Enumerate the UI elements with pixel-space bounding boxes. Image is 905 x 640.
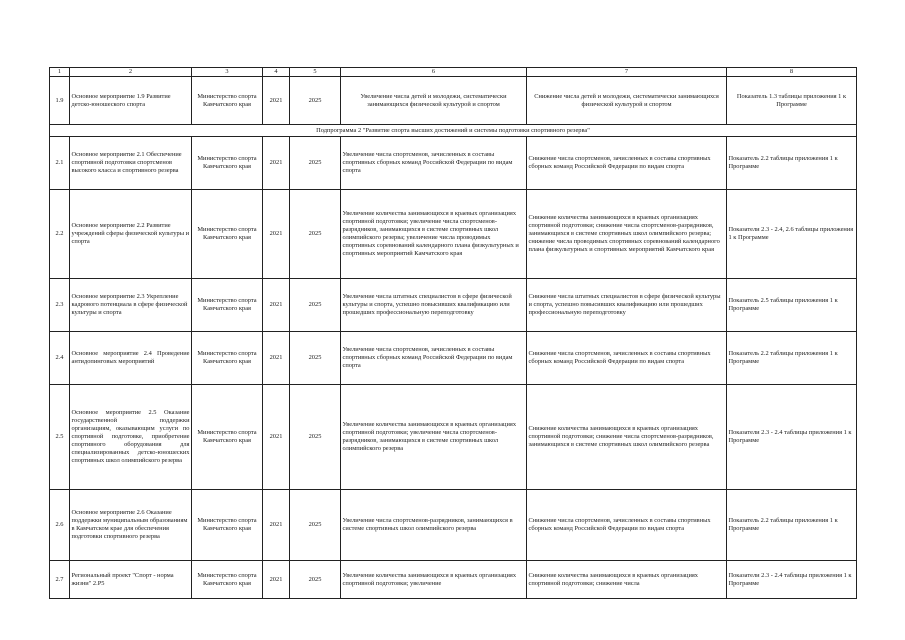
- executor: Министерство спорта Камчатского края: [192, 190, 263, 279]
- end-year: 2025: [290, 385, 341, 490]
- row-number: 2.3: [50, 279, 70, 332]
- event-name: Основное мероприятие 2.2 Развитие учреждений сферы физической культуры и спорта: [70, 190, 192, 279]
- start-year: 2021: [263, 332, 290, 385]
- expected-result: Увеличение числа спортсменов, зачисленных в составы спортивных сборных команд Российской Федерации по видам спорта: [341, 137, 527, 190]
- column-number: 8: [727, 68, 857, 77]
- event-name: Региональный проект "Спорт - норма жизни" 2.P5: [70, 561, 192, 599]
- expected-result: Увеличение количества занимающихся в краевых организациях спортивной подготовки; увеличение числа спортсменов-разрядников, занимающихся в системе спортивных школ олимпийского резерва; увеличение числа проводимых спортивных соревнований календарного плана физкультурных и спортивных мероприятий Камчатского края: [341, 190, 527, 279]
- event-name: Основное мероприятие 2.4 Проведение антидопинговых мероприятий: [70, 332, 192, 385]
- program-events-table: [49, 67, 857, 599]
- event-name: Основное мероприятие 2.6 Оказание поддержки муниципальным образованиям в Камчатском крае для обеспечения подготовки спортивного резерва: [70, 490, 192, 561]
- end-year: 2025: [290, 332, 341, 385]
- start-year: 2021: [263, 77, 290, 125]
- expected-result: Увеличение количества занимающихся в краевых организациях спортивной подготовки; увеличение: [341, 561, 527, 599]
- expected-result: Увеличение числа детей и молодежи, систематически занимающихся физической культурой и спортом: [341, 77, 527, 125]
- table-row: [50, 77, 857, 125]
- executor: Министерство спорта Камчатского края: [192, 490, 263, 561]
- non-implementation-consequence: Снижение числа штатных специалистов в сфере физической культуры и спорта, успешно повысивших квалификацию или прошедших профессиональную переподготовку: [527, 279, 727, 332]
- table-row: [50, 561, 857, 599]
- indicator-link: Показатель 2.2 таблицы приложения 1 к Программе: [727, 137, 857, 190]
- expected-result: Увеличение количества занимающихся в краевых организациях спортивной подготовки; увеличение числа спортсменов-разрядников, занимающихся в системе спортивных школ олимпийского резерва: [341, 385, 527, 490]
- end-year: 2025: [290, 490, 341, 561]
- column-number-row: [50, 68, 857, 77]
- executor: Министерство спорта Камчатского края: [192, 137, 263, 190]
- expected-result: Увеличение числа спортсменов-разрядников, занимающихся в системе спортивных школ олимпийского резерва: [341, 490, 527, 561]
- row-number: 2.1: [50, 137, 70, 190]
- non-implementation-consequence: Снижение количества занимающихся в краевых организациях спортивной подготовки; снижение числа спортсменов-разрядников, занимающихся в системе спортивных школ олимпийского резерва: [527, 385, 727, 490]
- indicator-link: Показатели 2.3 - 2.4 таблицы приложения 1 к Программе: [727, 561, 857, 599]
- end-year: 2025: [290, 77, 341, 125]
- start-year: 2021: [263, 385, 290, 490]
- column-number: 3: [192, 68, 263, 77]
- non-implementation-consequence: Снижение числа спортсменов, зачисленных в составы спортивных сборных команд Российской Федерации по видам спорта: [527, 137, 727, 190]
- end-year: 2025: [290, 137, 341, 190]
- column-number: 7: [527, 68, 727, 77]
- indicator-link: Показатели 2.3 - 2.4 таблицы приложения 1 к Программе: [727, 385, 857, 490]
- non-implementation-consequence: Снижение числа детей и молодежи, систематически занимающихся физической культурой и спортом: [527, 77, 727, 125]
- table-row: [50, 137, 857, 190]
- end-year: 2025: [290, 561, 341, 599]
- indicator-link: Показатели 2.3 - 2.4, 2.6 таблицы приложения 1 к Программе: [727, 190, 857, 279]
- executor: Министерство спорта Камчатского края: [192, 561, 263, 599]
- expected-result: Увеличение числа штатных специалистов в сфере физической культуры и спорта, успешно повысивших квалификацию или прошедших профессиональную переподготовку: [341, 279, 527, 332]
- non-implementation-consequence: Снижение числа спортсменов, зачисленных в составы спортивных сборных команд Российской Федерации по видам спорта: [527, 490, 727, 561]
- start-year: 2021: [263, 279, 290, 332]
- end-year: 2025: [290, 190, 341, 279]
- row-number: 2.4: [50, 332, 70, 385]
- start-year: 2021: [263, 190, 290, 279]
- row-number: 1.9: [50, 77, 70, 125]
- column-number: 5: [290, 68, 341, 77]
- table-row: [50, 332, 857, 385]
- row-number: 2.2: [50, 190, 70, 279]
- row-number: 2.6: [50, 490, 70, 561]
- expected-result: Увеличение числа спортсменов, зачисленных в составы спортивных сборных команд Российской Федерации по видам спорта: [341, 332, 527, 385]
- column-number: 1: [50, 68, 70, 77]
- table-row: [50, 490, 857, 561]
- indicator-link: Показатель 2.5 таблицы приложения 1 к Программе: [727, 279, 857, 332]
- start-year: 2021: [263, 137, 290, 190]
- column-number: 4: [263, 68, 290, 77]
- column-number: 2: [70, 68, 192, 77]
- end-year: 2025: [290, 279, 341, 332]
- table-row: [50, 279, 857, 332]
- indicator-link: Показатель 1.3 таблицы приложения 1 к Программе: [727, 77, 857, 125]
- non-implementation-consequence: Снижение количества занимающихся в краевых организациях спортивной подготовки; снижение числа: [527, 561, 727, 599]
- column-number: 6: [341, 68, 527, 77]
- subprogram-title: Подпрограмма 2 "Развитие спорта высших достижений и системы подготовки спортивного резерва": [50, 125, 857, 137]
- start-year: 2021: [263, 561, 290, 599]
- subprogram-row: [50, 125, 857, 137]
- table-row: [50, 190, 857, 279]
- row-number: 2.5: [50, 385, 70, 490]
- executor: Министерство спорта Камчатского края: [192, 279, 263, 332]
- event-name: Основное мероприятие 1.9 Развитие детско-юношеского спорта: [70, 77, 192, 125]
- event-name: Основное мероприятие 2.3 Укрепление кадрового потенциала в сфере физической культуры и спорта: [70, 279, 192, 332]
- table-row: [50, 385, 857, 490]
- event-name: Основное мероприятие 2.5 Оказание государственной поддержки организациям, оказывающим услуги по спортивной подготовке, приобретение спортивного оборудования для специализированных детско-юношеских спортивных школ олимпийского резерва: [70, 385, 192, 490]
- non-implementation-consequence: Снижение количества занимающихся в краевых организациях спортивной подготовки; снижение числа спортсменов-разрядников, занимающихся в системе спортивных школ олимпийского резерва; снижение числа проводимых спортивных соревнований календарного плана физкультурных и спортивных мероприятий Камчатского края: [527, 190, 727, 279]
- non-implementation-consequence: Снижение числа спортсменов, зачисленных в составы спортивных сборных команд Российской Федерации по видам спорта: [527, 332, 727, 385]
- indicator-link: Показатель 2.2 таблицы приложения 1 к Программе: [727, 332, 857, 385]
- executor: Министерство спорта Камчатского края: [192, 77, 263, 125]
- indicator-link: Показатель 2.2 таблицы приложения 1 к Программе: [727, 490, 857, 561]
- event-name: Основное мероприятие 2.1 Обеспечение спортивной подготовки спортсменов высокого класса и спортивного резерва: [70, 137, 192, 190]
- row-number: 2.7: [50, 561, 70, 599]
- start-year: 2021: [263, 490, 290, 561]
- executor: Министерство спорта Камчатского края: [192, 385, 263, 490]
- executor: Министерство спорта Камчатского края: [192, 332, 263, 385]
